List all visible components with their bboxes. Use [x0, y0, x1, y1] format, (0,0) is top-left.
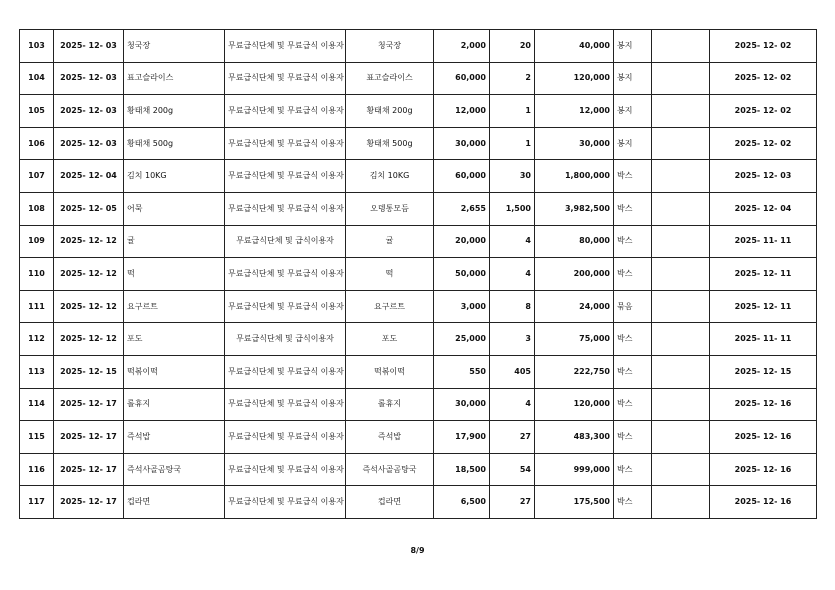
quantity-cell: 4 [490, 225, 535, 258]
spec-cell: 컵라면 [346, 486, 434, 519]
donation-ledger-table [19, 29, 817, 519]
recipient-cell: 무료급식단체 및 무료급식 이용자 [225, 62, 346, 95]
item-name-cell: 즉석밥 [124, 421, 225, 454]
spec-cell: 떡볶이떡 [346, 355, 434, 388]
note-cell [652, 453, 710, 486]
date-cell: 2025- 12- 17 [54, 453, 124, 486]
received-date-cell: 2025- 12- 15 [710, 355, 817, 388]
quantity-cell: 4 [490, 258, 535, 291]
row-number-cell: 115 [20, 421, 54, 454]
unit-price-cell: 3,000 [434, 290, 490, 323]
spec-cell: 떡 [346, 258, 434, 291]
page-number: 8/9 [410, 546, 425, 555]
amount-cell: 999,000 [535, 453, 614, 486]
unit-price-cell: 18,500 [434, 453, 490, 486]
recipient-cell: 무료급식단체 및 무료급식 이용자 [225, 127, 346, 160]
amount-cell: 120,000 [535, 62, 614, 95]
received-date-cell: 2025- 12- 03 [710, 160, 817, 193]
note-cell [652, 30, 710, 63]
note-cell [652, 192, 710, 225]
recipient-cell: 무료급식단체 및 급식이용자 [225, 225, 346, 258]
unit-price-cell: 6,500 [434, 486, 490, 519]
date-cell: 2025- 12- 05 [54, 192, 124, 225]
unit-cell: 박스 [614, 453, 652, 486]
note-cell [652, 421, 710, 454]
unit-cell: 봉지 [614, 127, 652, 160]
received-date-cell: 2025- 12- 16 [710, 388, 817, 421]
date-cell: 2025- 12- 12 [54, 323, 124, 356]
unit-cell: 박스 [614, 192, 652, 225]
recipient-cell: 무료급식단체 및 무료급식 이용자 [225, 388, 346, 421]
quantity-cell: 405 [490, 355, 535, 388]
table-row [20, 127, 817, 160]
unit-price-cell: 17,900 [434, 421, 490, 454]
received-date-cell: 2025- 12- 11 [710, 290, 817, 323]
table-row [20, 30, 817, 63]
date-cell: 2025- 12- 04 [54, 160, 124, 193]
amount-cell: 175,500 [535, 486, 614, 519]
row-number-cell: 108 [20, 192, 54, 225]
table-row [20, 323, 817, 356]
received-date-cell: 2025- 12- 11 [710, 258, 817, 291]
spec-cell: 귤 [346, 225, 434, 258]
quantity-cell: 30 [490, 160, 535, 193]
amount-cell: 200,000 [535, 258, 614, 291]
item-name-cell: 황태채 500g [124, 127, 225, 160]
recipient-cell: 무료급식단체 및 무료급식 이용자 [225, 355, 346, 388]
unit-price-cell: 550 [434, 355, 490, 388]
unit-price-cell: 30,000 [434, 127, 490, 160]
date-cell: 2025- 12- 12 [54, 290, 124, 323]
item-name-cell: 어묵 [124, 192, 225, 225]
item-name-cell: 포도 [124, 323, 225, 356]
item-name-cell: 요구르트 [124, 290, 225, 323]
unit-cell: 봉지 [614, 62, 652, 95]
spec-cell: 황태채 500g [346, 127, 434, 160]
table-row [20, 388, 817, 421]
row-number-cell: 116 [20, 453, 54, 486]
date-cell: 2025- 12- 12 [54, 258, 124, 291]
received-date-cell: 2025- 12- 02 [710, 30, 817, 63]
note-cell [652, 160, 710, 193]
item-name-cell: 떡볶이떡 [124, 355, 225, 388]
unit-price-cell: 2,000 [434, 30, 490, 63]
note-cell [652, 95, 710, 128]
unit-price-cell: 2,655 [434, 192, 490, 225]
spec-cell: 황태채 200g [346, 95, 434, 128]
spec-cell: 오뎅통모듬 [346, 192, 434, 225]
amount-cell: 75,000 [535, 323, 614, 356]
row-number-cell: 111 [20, 290, 54, 323]
note-cell [652, 486, 710, 519]
unit-price-cell: 50,000 [434, 258, 490, 291]
date-cell: 2025- 12- 03 [54, 62, 124, 95]
ledger-body [20, 30, 817, 519]
amount-cell: 40,000 [535, 30, 614, 63]
note-cell [652, 355, 710, 388]
date-cell: 2025- 12- 17 [54, 421, 124, 454]
received-date-cell: 2025- 12- 02 [710, 127, 817, 160]
recipient-cell: 무료급식단체 및 무료급식 이용자 [225, 95, 346, 128]
table-row [20, 160, 817, 193]
quantity-cell: 4 [490, 388, 535, 421]
quantity-cell: 1 [490, 127, 535, 160]
received-date-cell: 2025- 11- 11 [710, 323, 817, 356]
unit-cell: 박스 [614, 323, 652, 356]
table-row [20, 95, 817, 128]
spec-cell: 김치 10KG [346, 160, 434, 193]
date-cell: 2025- 12- 03 [54, 30, 124, 63]
table-row [20, 355, 817, 388]
amount-cell: 1,800,000 [535, 160, 614, 193]
quantity-cell: 3 [490, 323, 535, 356]
table-row [20, 192, 817, 225]
note-cell [652, 323, 710, 356]
date-cell: 2025- 12- 15 [54, 355, 124, 388]
date-cell: 2025- 12- 17 [54, 388, 124, 421]
amount-cell: 80,000 [535, 225, 614, 258]
spec-cell: 포도 [346, 323, 434, 356]
amount-cell: 222,750 [535, 355, 614, 388]
unit-cell: 묶음 [614, 290, 652, 323]
date-cell: 2025- 12- 17 [54, 486, 124, 519]
date-cell: 2025- 12- 03 [54, 127, 124, 160]
unit-cell: 박스 [614, 486, 652, 519]
table-row [20, 258, 817, 291]
recipient-cell: 무료급식단체 및 무료급식 이용자 [225, 486, 346, 519]
unit-cell: 박스 [614, 421, 652, 454]
recipient-cell: 무료급식단체 및 무료급식 이용자 [225, 453, 346, 486]
item-name-cell: 즉석사골곰탕국 [124, 453, 225, 486]
row-number-cell: 113 [20, 355, 54, 388]
item-name-cell: 표고슬라이스 [124, 62, 225, 95]
note-cell [652, 225, 710, 258]
row-number-cell: 105 [20, 95, 54, 128]
received-date-cell: 2025- 11- 11 [710, 225, 817, 258]
row-number-cell: 109 [20, 225, 54, 258]
row-number-cell: 112 [20, 323, 54, 356]
amount-cell: 3,982,500 [535, 192, 614, 225]
spec-cell: 즉석밥 [346, 421, 434, 454]
received-date-cell: 2025- 12- 04 [710, 192, 817, 225]
unit-price-cell: 25,000 [434, 323, 490, 356]
unit-cell: 봉지 [614, 30, 652, 63]
recipient-cell: 무료급식단체 및 무료급식 이용자 [225, 290, 346, 323]
quantity-cell: 2 [490, 62, 535, 95]
note-cell [652, 290, 710, 323]
unit-price-cell: 30,000 [434, 388, 490, 421]
item-name-cell: 청국장 [124, 30, 225, 63]
recipient-cell: 무료급식단체 및 무료급식 이용자 [225, 258, 346, 291]
row-number-cell: 117 [20, 486, 54, 519]
note-cell [652, 127, 710, 160]
amount-cell: 12,000 [535, 95, 614, 128]
unit-cell: 봉지 [614, 95, 652, 128]
note-cell [652, 388, 710, 421]
unit-price-cell: 20,000 [434, 225, 490, 258]
row-number-cell: 110 [20, 258, 54, 291]
table-row [20, 421, 817, 454]
recipient-cell: 무료급식단체 및 무료급식 이용자 [225, 160, 346, 193]
note-cell [652, 258, 710, 291]
unit-cell: 박스 [614, 225, 652, 258]
amount-cell: 30,000 [535, 127, 614, 160]
unit-price-cell: 60,000 [434, 62, 490, 95]
quantity-cell: 27 [490, 421, 535, 454]
spec-cell: 표고슬라이스 [346, 62, 434, 95]
unit-price-cell: 60,000 [434, 160, 490, 193]
note-cell [652, 62, 710, 95]
received-date-cell: 2025- 12- 16 [710, 453, 817, 486]
table-row [20, 225, 817, 258]
received-date-cell: 2025- 12- 02 [710, 95, 817, 128]
recipient-cell: 무료급식단체 및 무료급식 이용자 [225, 421, 346, 454]
received-date-cell: 2025- 12- 02 [710, 62, 817, 95]
item-name-cell: 롤휴지 [124, 388, 225, 421]
unit-cell: 박스 [614, 258, 652, 291]
item-name-cell: 귤 [124, 225, 225, 258]
quantity-cell: 8 [490, 290, 535, 323]
row-number-cell: 103 [20, 30, 54, 63]
item-name-cell: 김치 10KG [124, 160, 225, 193]
date-cell: 2025- 12- 03 [54, 95, 124, 128]
row-number-cell: 104 [20, 62, 54, 95]
amount-cell: 483,300 [535, 421, 614, 454]
received-date-cell: 2025- 12- 16 [710, 486, 817, 519]
unit-cell: 박스 [614, 160, 652, 193]
table-row [20, 453, 817, 486]
unit-price-cell: 12,000 [434, 95, 490, 128]
received-date-cell: 2025- 12- 16 [710, 421, 817, 454]
amount-cell: 120,000 [535, 388, 614, 421]
item-name-cell: 떡 [124, 258, 225, 291]
item-name-cell: 황태채 200g [124, 95, 225, 128]
date-cell: 2025- 12- 12 [54, 225, 124, 258]
unit-cell: 박스 [614, 388, 652, 421]
spec-cell: 청국장 [346, 30, 434, 63]
table-row [20, 486, 817, 519]
quantity-cell: 20 [490, 30, 535, 63]
recipient-cell: 무료급식단체 및 급식이용자 [225, 323, 346, 356]
quantity-cell: 27 [490, 486, 535, 519]
quantity-cell: 1,500 [490, 192, 535, 225]
row-number-cell: 107 [20, 160, 54, 193]
recipient-cell: 무료급식단체 및 무료급식 이용자 [225, 192, 346, 225]
row-number-cell: 114 [20, 388, 54, 421]
spec-cell: 롤휴지 [346, 388, 434, 421]
amount-cell: 24,000 [535, 290, 614, 323]
quantity-cell: 1 [490, 95, 535, 128]
quantity-cell: 54 [490, 453, 535, 486]
row-number-cell: 106 [20, 127, 54, 160]
item-name-cell: 컵라면 [124, 486, 225, 519]
table-row [20, 62, 817, 95]
recipient-cell: 무료급식단체 및 무료급식 이용자 [225, 30, 346, 63]
spec-cell: 즉석사골곰탕국 [346, 453, 434, 486]
spec-cell: 요구르트 [346, 290, 434, 323]
unit-cell: 박스 [614, 355, 652, 388]
table-row [20, 290, 817, 323]
